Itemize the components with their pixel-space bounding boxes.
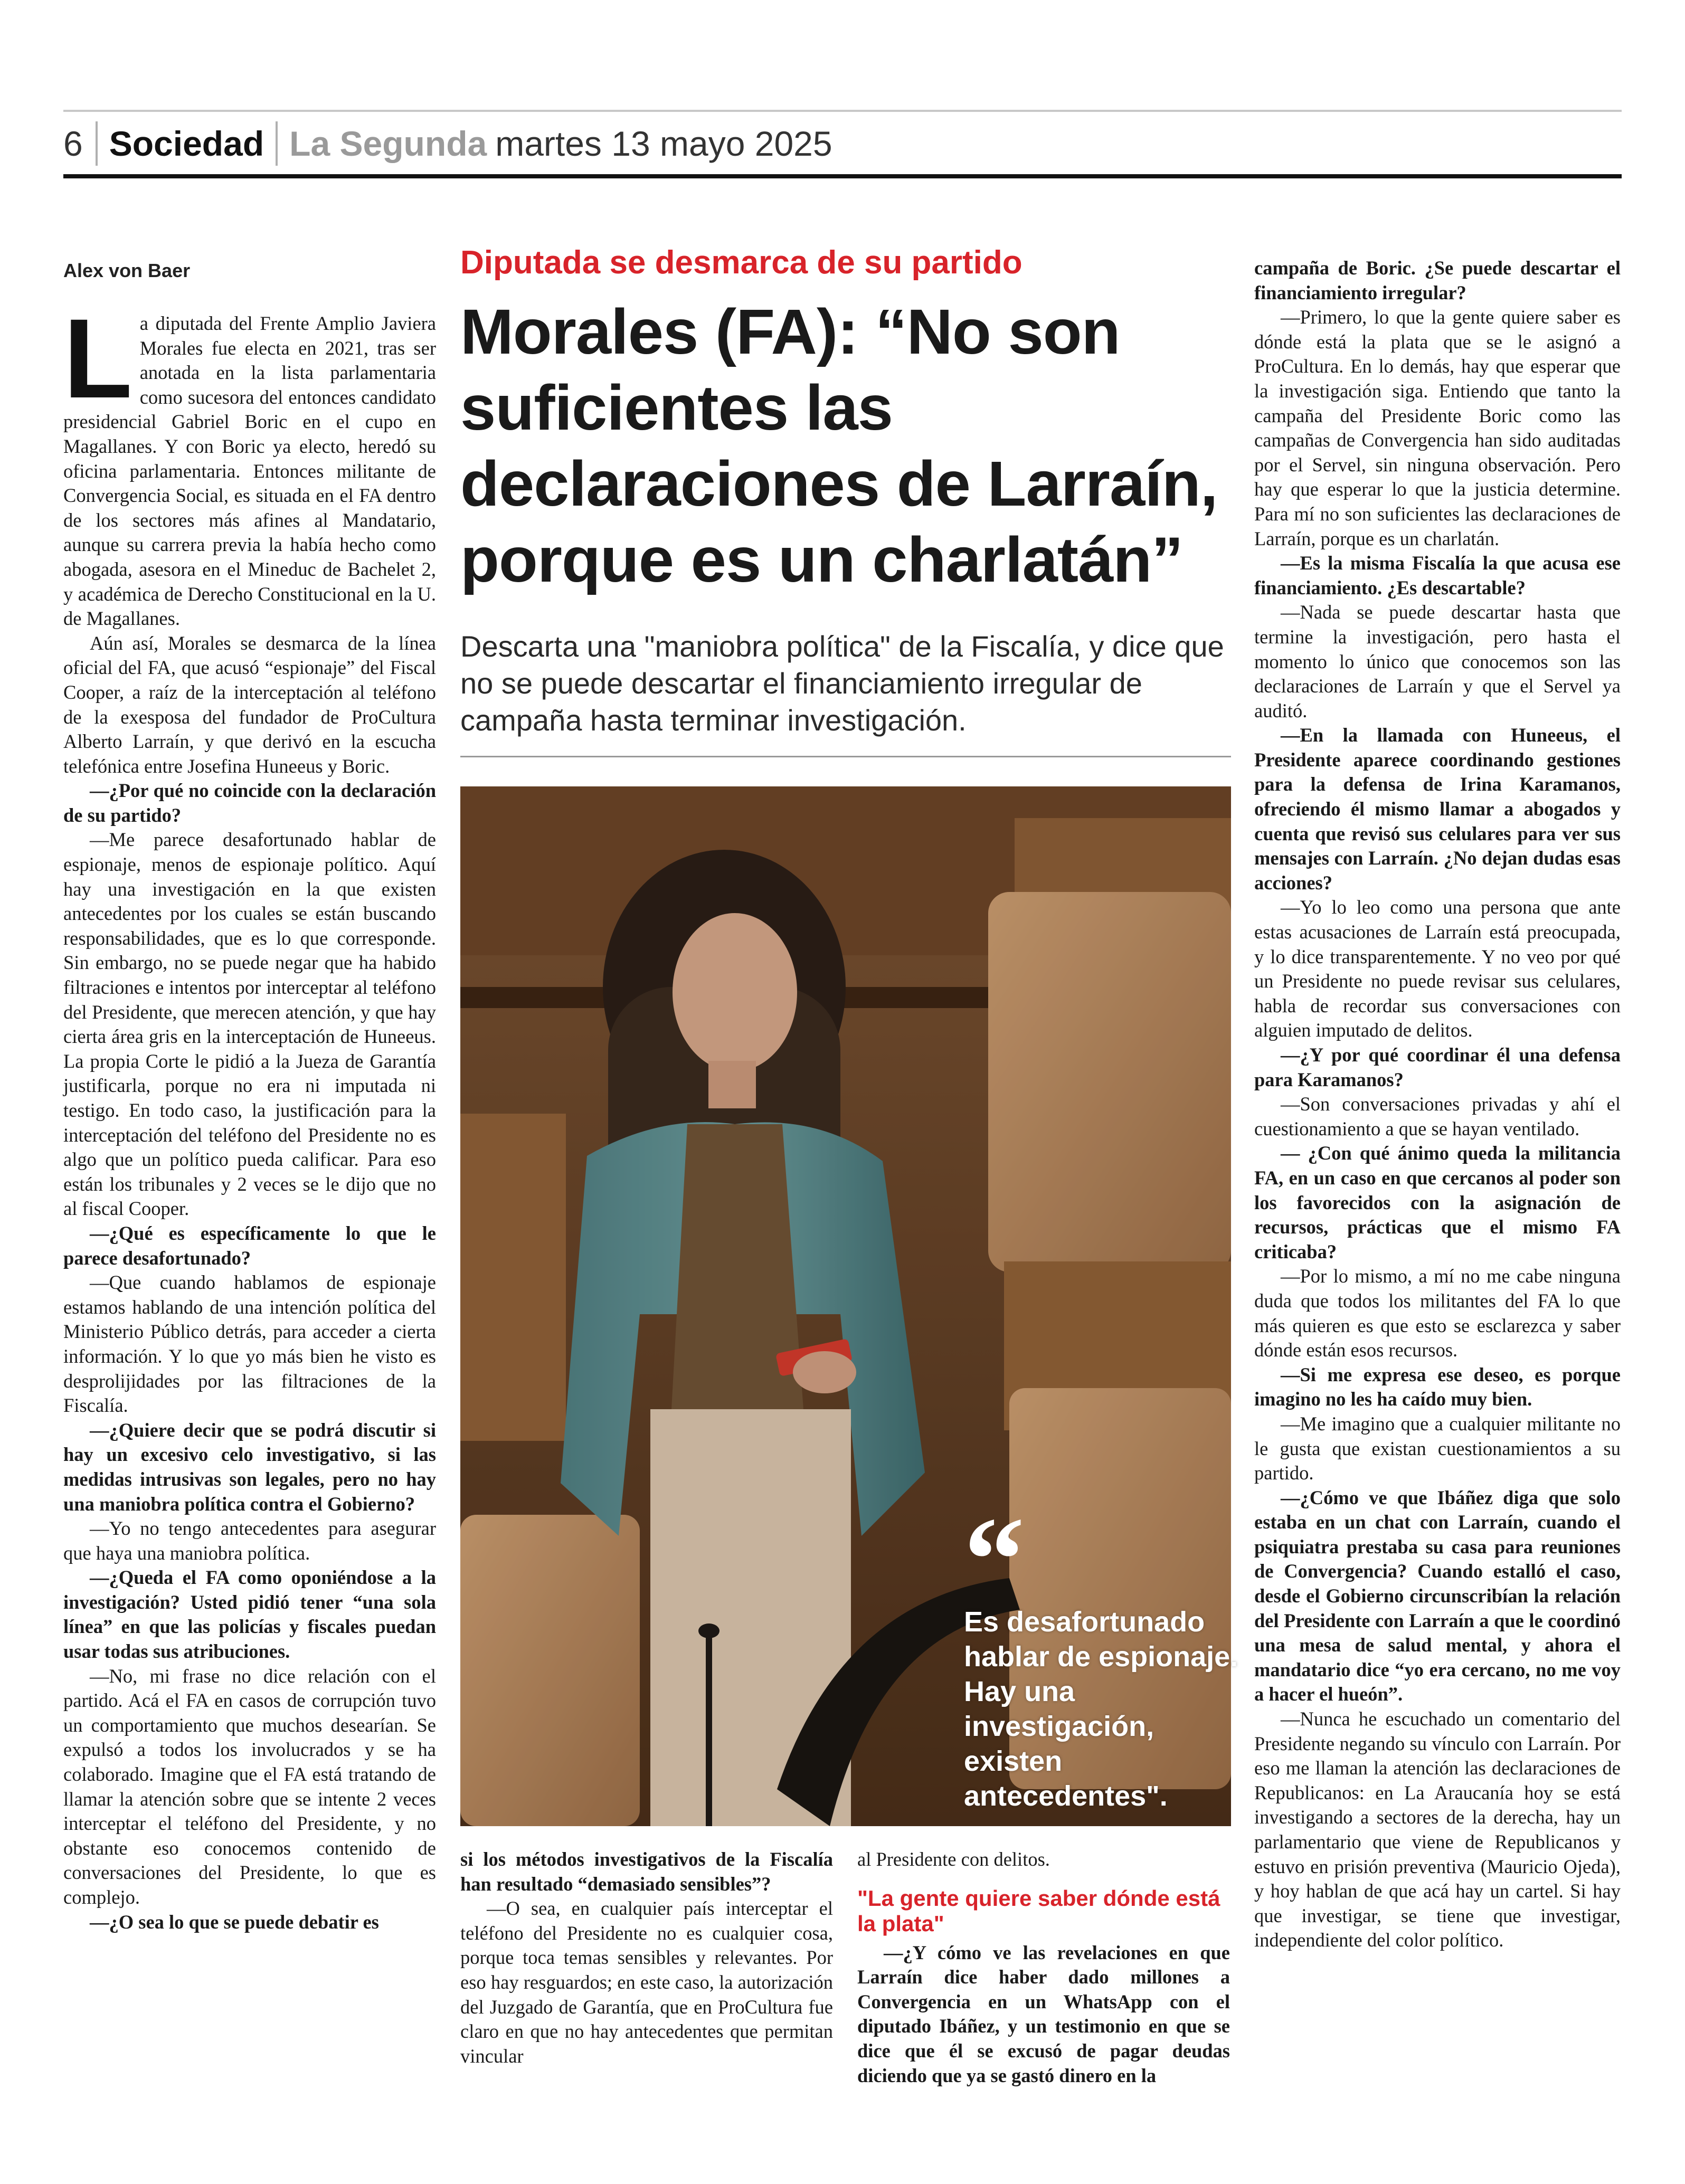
question: — ¿Con qué ánimo queda la militancia FA, en un caso en que cercanos al poder son los favorecidos con la asignación de recursos, prácticas que el mismo FA criticaba? [1254, 1142, 1621, 1262]
question: —¿Queda el FA como oponiéndose a la investigación? Usted pidió tener “una sola línea” en que las policías y fiscales puedan usar todas sus atribuciones. [63, 1566, 436, 1663]
headline: Morales (FA): “No son suficientes las declaraciones de Larraín, porque es un charlatán” [460, 296, 1218, 595]
answer: —Que cuando hablamos de espionaje estamos hablando de una intención política del Ministerio Público detrás, para acceder a cierta información. Y lo que yo más bien he visto es desprolijidades por las filtraciones de la Fiscalía. [63, 1271, 436, 1417]
question: —¿Y por qué coordinar él una defensa para Karamanos? [1254, 1044, 1621, 1090]
lead-text: a diputada del Frente Amplio Javiera Morales fue electa en 2021, tras ser anotada en la lista parlamentaria como sucesora del entonces candidato presidencial Gabriel Boric en el cupo en Magallanes. Y con Boric ya electo, heredó su oficina parlamentaria. Entonces militante de Convergencia Social, es situada en el FA dentro de los sectores más afines al Mandatario, aunque su carrera previa la había hecho como abogada, asesora en el Mineduc de Bachelet 2, y académica de Derecho Constitucional en la U. de Magallanes. [63, 312, 436, 630]
section-name: Sociedad [109, 124, 264, 163]
question: —¿Y cómo ve las revelaciones en que Larraín dice haber dado millones a Convergencia en un WhatsApp con el diputado Ibáñez, y un testimonio en que se dice que él se excusó de pagar deudas diciendo que ya se gastó dinero en la [857, 1941, 1230, 2086]
page-number: 6 [63, 124, 83, 163]
answer: —Me imagino que a cualquier militante no le gusta que existan cuestionamientos a su partido. [1254, 1412, 1621, 1484]
answer: —O sea, en cualquier país interceptar el teléfono del Presidente no es cualquier cosa, porque toca temas sensibles y relevantes. Por eso hay resguardos; en este caso, la autorización del Juzgado de Garantía, que en ProCultura fue claro en que no hay antecedentes que permitan vincular [460, 1897, 833, 2067]
subheading: "La gente quiere saber dónde está la plata" [857, 1885, 1220, 1936]
drop-cap: L [63, 296, 132, 422]
kicker: Diputada se desmarca de su partido [460, 244, 1023, 281]
quote-mark: “ [964, 1492, 1025, 1627]
answer: —Yo no tengo antecedentes para asegurar que haya una maniobra política. [63, 1517, 436, 1564]
answer-continued: al Presidente con delitos. [857, 1848, 1050, 1870]
answer: —No, mi frase no dice relación con el partido. Acá el FA en casos de corrupción tuvo un comportamiento que muchos desearían. Se expulsó a todos los involucrados y se ha colaborado. Imagine que el FA está tratando de llamar la atención sobre que se intente 2 veces interceptar el teléfono del Presidente, y no obstante eso conocemos contenido de conversaciones del Presidente, lo que es complejo. [63, 1665, 436, 1908]
answer: —Yo lo leo como una persona que ante estas acusaciones de Larraín está preocupada, y lo dice transparentemente. Y no veo por qué un Presidente no puede revisar sus celulares, habla de recordar sus conversaciones con alguien imputado de delitos. [1254, 896, 1621, 1041]
text-column-2 [460, 1847, 833, 2068]
answer: —Nada se puede descartar hasta que termine la investigación, pero hasta el momento lo único que conocemos son las declaraciones de Larraín y que el Servel ya auditó. [1254, 601, 1621, 721]
question: —¿Qué es específicamente lo que le parece desafortunado? [63, 1222, 436, 1269]
header-rule [63, 174, 1622, 178]
text-column-3 [857, 1847, 1230, 2088]
page-header [63, 118, 832, 169]
answer: —Primero, lo que la gente quiere saber es dónde está la plata que se le asignó a ProCultura. En lo demás, hay que esperar que la investigación siga. Entiendo que tanto la campaña del Presidente Boric como las campañas de Convergencia han sido auditadas por el Servel, sin ninguna observación. Pero hay que esperar lo que la justicia determine. Para mí no son suficientes las declaraciones de Larraín, porque es un charlatán. [1254, 306, 1621, 549]
photo-rule [460, 756, 1231, 757]
question: —Si me expresa ese deseo, es porque imagino no les ha caído muy bien. [1254, 1363, 1621, 1410]
question-continued: campaña de Boric. ¿Se puede descartar el financiamiento irregular? [1254, 257, 1621, 303]
text-column-1 [63, 296, 436, 1934]
question: —¿Quiere decir que se podrá discutir si hay un excesivo celo investigativo, si las medidas intrusivas son legales, pero no hay una maniobra política contra el Gobierno? [63, 1419, 436, 1515]
paragraph: Aún así, Morales se desmarca de la línea oficial del FA, que acusó “espionaje” del Fiscal Cooper, a raíz de la interceptación al teléfono de la exesposa del fundador de ProCultura Alberto Larraín, y que derivó en la escucha telefónica entre Josefina Huneeus y Boric. [63, 632, 436, 777]
deck: Descarta una "maniobra política" de la Fiscalía, y dice que no se puede descartar el financiamiento irregular de campaña hasta terminar investigación. [460, 630, 1224, 737]
pull-quote-text: Es desafortunado hablar de espionaje. Hay una investigación, existen antecedentes". [964, 1606, 1238, 1812]
top-rule [63, 110, 1622, 112]
answer: —Por lo mismo, a mí no me cabe ninguna duda que todos los militantes del FA lo que más quieren es que esto se esclarezca y saber dónde están esos recursos. [1254, 1265, 1621, 1361]
question: —¿Cómo ve que Ibáñez diga que solo estaba en un chat con Larraín, cuando el psiquiatra prestaba su casa para reuniones de Convergencia? Cuando estalló el caso, desde el Gobierno circunscribían la relación del Presidente con Larraín a que le coordinó una mesa de salud mental, y ahora el mandatario dice “yo era cercano, no me voy a hacer el hueón”. [1254, 1486, 1621, 1705]
byline: Alex von Baer [63, 260, 191, 281]
pull-quote [964, 1492, 1238, 1813]
publication-name: La Segunda [289, 124, 487, 163]
answer: —Son conversaciones privadas y ahí el cuestionamiento a que se hayan ventilado. [1254, 1093, 1621, 1140]
issue-date: martes 13 mayo 2025 [495, 124, 832, 163]
text-column-4 [1254, 256, 1621, 1953]
question: —¿Por qué no coincide con la declaración de su partido? [63, 780, 436, 826]
answer: —Me parece desafortunado hablar de espionaje, menos de espionaje político. Aquí hay una investigación en la que existen antecedentes por los cuales se están buscando responsabilidades, que es lo que corresponde. Sin embargo, no se puede negar que ha habido filtraciones e intentos por interceptar al teléfono del Presidente, que merecen atención, y que hay cierta área gris en la interceptación de Huneeus. La propia Corte le pidió a la Jueza de Garantía justificarla, porque no era ni imputada ni testigo. En todo caso, la justificación para la interceptación del teléfono del Presidente no es algo que un político pueda calificar. Para eso están los tribunales y 2 veces se le dijo que no al fiscal Cooper. [63, 829, 436, 1220]
answer: —Nunca he escuchado un comentario del Presidente negando su vínculo con Larraín. Por eso me llaman la atención las declaraciones de Republicanos: en La Araucanía hoy se está investigando a sectores de la derecha, hay un parlamentario que viene de Republicanos y estuvo en prisión preventiva (Mauricio Ojeda), y hoy hablan de que acá hay un cartel. Si hay que investigar, se tiene que investigar, independiente del color político. [1254, 1708, 1621, 1951]
question: —¿O sea lo que se puede debatir es [90, 1911, 379, 1933]
question-continued: si los métodos investigativos de la Fiscalía han resultado “demasiado sensibles”? [460, 1848, 833, 1895]
question: —En la llamada con Huneeus, el Presidente aparece coordinando gestiones para la defensa de Irina Karamanos, ofreciendo él mismo llamar a abogados y cuenta que revisó sus celulares para ver sus mensajes con Larraín. ¿No dejan dudas esas acciones? [1254, 724, 1621, 894]
question: —Es la misma Fiscalía la que acusa ese financiamiento. ¿Es descartable? [1254, 552, 1621, 599]
lead-paragraph [63, 296, 436, 631]
